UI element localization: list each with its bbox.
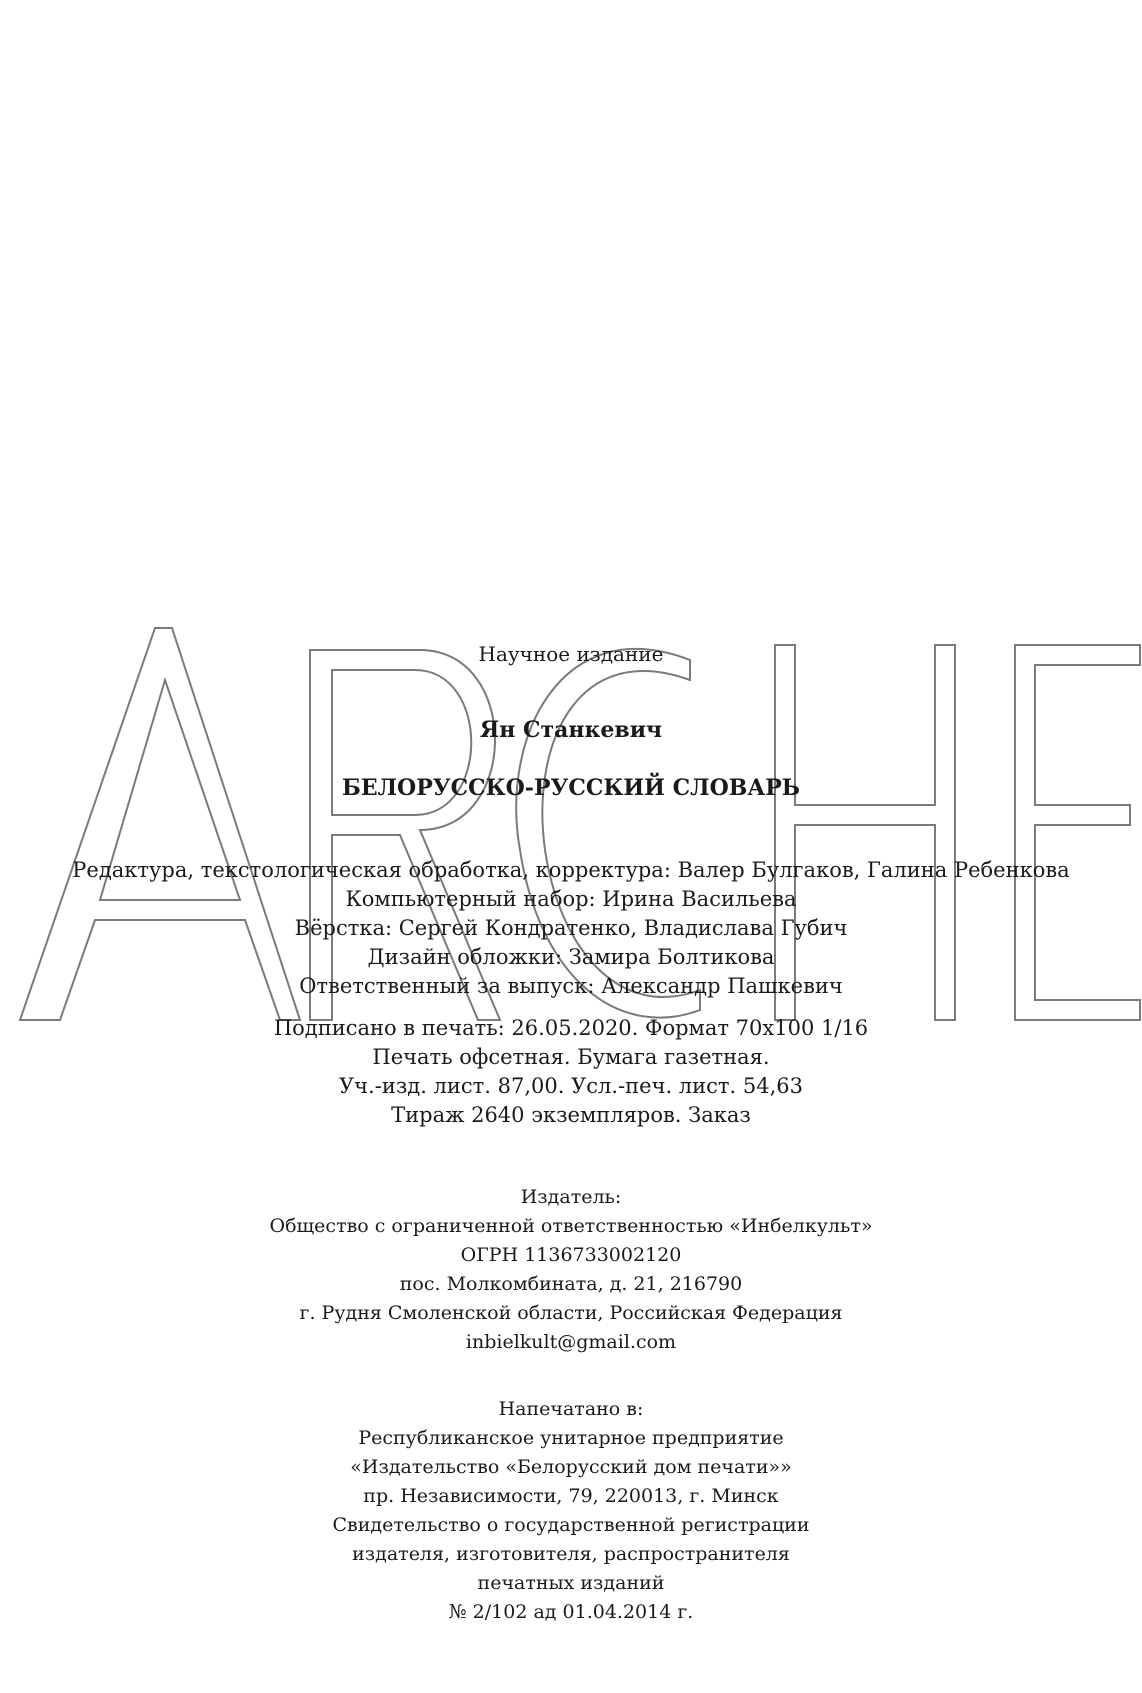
colophon: [0, 640, 1142, 1627]
spacer: [0, 1357, 1142, 1395]
author-name: Ян Станкевич: [479, 717, 663, 743]
printer-line: № 2/102 ад 01.04.2014 г.: [448, 1601, 694, 1623]
printer-line: издателя, изготовителя, распространителя: [352, 1543, 790, 1565]
credits-line: Ответственный за выпуск: Александр Пашкевич: [299, 974, 843, 998]
credits-line: Редактура, текстологическая обработка, корректура: Валер Булгаков, Галина Ребенкова: [72, 858, 1070, 882]
credits-block: [0, 856, 1142, 1001]
spacer: [0, 1143, 1142, 1183]
printer-line: печатных изданий: [477, 1572, 665, 1594]
publisher-line: г. Рудня Смоленской области, Российская Федерация: [299, 1302, 843, 1324]
print-info-line: Уч.-изд. лист. 87,00. Усл.-печ. лист. 54,63: [339, 1074, 803, 1098]
credits-line: Вёрстка: Сергей Кондратенко, Владислава Губич: [294, 916, 848, 940]
publisher-block: [0, 1183, 1142, 1357]
printer-line: «Издательство «Белорусский дом печати»»: [350, 1456, 792, 1478]
print-info-line: Печать офсетная. Бумага газетная.: [372, 1045, 770, 1069]
publisher-line: Издатель:: [520, 1186, 622, 1208]
publisher-line: пос. Молкомбината, д. 21, 216790: [399, 1273, 743, 1295]
printer-line: Свидетельство о государственной регистрации: [332, 1514, 810, 1536]
series-label: Научное издание: [478, 642, 664, 666]
credits-line: Дизайн обложки: Замира Болтикова: [367, 945, 775, 969]
book-title: БЕЛОРУССКО-РУССКИЙ СЛОВАРЬ: [342, 775, 800, 801]
printer-line: Республиканское унитарное предприятие: [358, 1427, 784, 1449]
printer-line: пр. Независимости, 79, 220013, г. Минск: [363, 1485, 779, 1507]
print-info-line: Тираж 2640 экземпляров. Заказ: [391, 1103, 751, 1127]
printer-line: Напечатано в:: [498, 1398, 644, 1420]
credits-line: Компьютерный набор: Ирина Васильева: [345, 887, 797, 911]
print-info-line: Подписано в печать: 26.05.2020. Формат 70х100 1/16: [273, 1016, 869, 1040]
publisher-email: inbielkult@gmail.com: [465, 1331, 677, 1353]
print-info-block: [0, 1014, 1142, 1130]
printer-block: [0, 1395, 1142, 1627]
publisher-line: Общество с ограниченной ответственностью «Инбелкульт»: [269, 1215, 873, 1237]
publisher-line: ОГРН 1136733002120: [460, 1244, 682, 1266]
